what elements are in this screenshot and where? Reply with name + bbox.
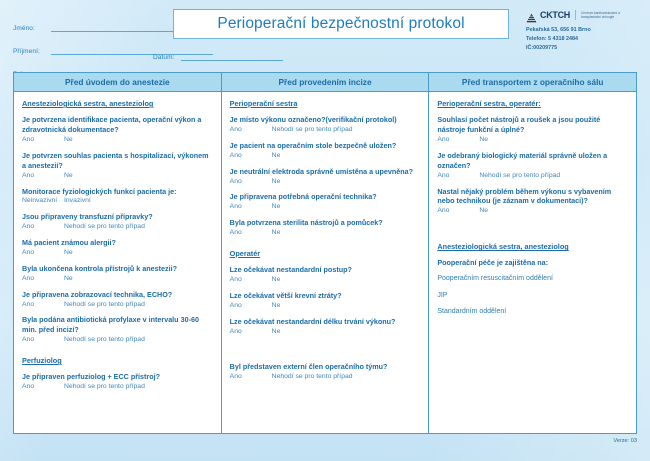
- section-heading: Anesteziologická sestra, anesteziolog: [437, 242, 569, 252]
- checklist-question: Jsou připraveny transfuzní přípravky?: [22, 212, 153, 222]
- answer-option-secondary[interactable]: Nehodí se pro tento případ: [64, 223, 145, 231]
- checklist-answer-options: [437, 172, 628, 181]
- answer-option-secondary[interactable]: Ne: [271, 327, 281, 335]
- answer-option-secondary[interactable]: Ne: [64, 274, 73, 282]
- checklist-item: [22, 372, 213, 392]
- field-prijmeni-label: Příjmení:: [13, 48, 40, 55]
- checklist-item: [230, 265, 421, 285]
- checklist-answer-options: [22, 275, 213, 284]
- column-header-label: Před transportem z operačního sálu: [461, 77, 604, 87]
- brand-address: Pekařská 53, 656 91 Brno: [526, 27, 591, 33]
- answer-option-primary[interactable]: Ano: [229, 275, 242, 283]
- column-header-2: [222, 73, 429, 92]
- checklist-option-line[interactable]: Pooperačním resuscitačním oddělení: [437, 275, 553, 283]
- checklist-answer-options: [230, 178, 421, 187]
- brand-ico: IČ:00209775: [526, 44, 558, 51]
- checklist-question: Je potvrzen souhlas pacienta s hospitalizací, výkonem a anestezií?: [22, 150, 209, 170]
- checklist-item: [230, 218, 421, 238]
- checklist-item: [22, 212, 213, 232]
- section-heading: Anesteziologická sestra, anesteziolog: [22, 99, 154, 108]
- checklist-question: Monitorace fyziologických funkcí pacienta je:: [22, 186, 177, 196]
- checklist-question: Je potvrzena identifikace pacienta, operační výkon a zdravotnická dokumentace?: [22, 115, 202, 135]
- answer-option-secondary[interactable]: Ne: [64, 135, 73, 143]
- brand-contact: [526, 26, 644, 53]
- checklist-item: [437, 151, 628, 181]
- answer-option-primary[interactable]: Ano: [229, 327, 242, 335]
- brand-logo-row: [526, 10, 644, 20]
- answer-option-primary[interactable]: Ano: [229, 126, 242, 134]
- checklist-table: [13, 72, 637, 434]
- answer-option-primary[interactable]: Ano: [229, 229, 242, 237]
- checklist-question: Byla podána antibiotická profylaxe v intervalu 30-60 min. před incizí?: [22, 315, 199, 335]
- checklist-item: [230, 291, 421, 311]
- checklist-question: Lze očekávat nestandardní postup?: [229, 265, 352, 275]
- answer-option-primary[interactable]: Ano: [22, 274, 35, 282]
- answer-option-secondary[interactable]: Nehodí se pro tento případ: [64, 336, 145, 344]
- cktch-logo-icon: [526, 10, 537, 20]
- brand-name: CKTCH: [540, 10, 570, 20]
- answer-option-primary[interactable]: Ano: [22, 336, 35, 344]
- section-heading: Perfuziolog: [22, 356, 62, 366]
- checklist-answer-options: [437, 136, 628, 145]
- answer-option-primary[interactable]: Ano: [22, 171, 35, 179]
- brand-divider: [575, 10, 576, 20]
- answer-option-secondary[interactable]: Nehodí se pro tento případ: [479, 171, 561, 179]
- checklist-question: Je připraven perfuziolog + ECC přístroj?: [22, 372, 160, 382]
- answer-option-primary[interactable]: Ano: [437, 171, 450, 179]
- checklist-column-3: [429, 73, 636, 433]
- answer-option-primary[interactable]: Ano: [229, 203, 242, 211]
- checklist-answer-options: [230, 373, 421, 382]
- checklist-item: [230, 192, 421, 212]
- column-header-label: Před úvodem do anestezie: [65, 77, 170, 87]
- answer-option-secondary[interactable]: Nehodí se pro tento případ: [64, 383, 145, 391]
- checklist-answer-options: [230, 203, 421, 212]
- checklist-item: [230, 167, 421, 187]
- answer-option-primary[interactable]: Ano: [22, 248, 35, 256]
- answer-option-primary[interactable]: Ano: [437, 135, 450, 143]
- checklist-answer-options: [230, 302, 421, 311]
- column-body-1: [14, 92, 221, 398]
- checklist-answer-options: [22, 223, 213, 232]
- checklist-question: Souhlasí počet nástrojů a roušek a jsou použité nástroje funkční a úplné?: [437, 115, 601, 135]
- answer-option-secondary[interactable]: Ne: [64, 248, 73, 256]
- answer-option-primary[interactable]: Ano: [229, 151, 242, 159]
- answer-option-primary[interactable]: Ano: [229, 373, 242, 381]
- answer-option-primary[interactable]: Ano: [229, 301, 242, 309]
- form-sheet: [5, 4, 645, 456]
- brand-block: [526, 10, 644, 53]
- field-jmeno-label: Jméno:: [13, 25, 35, 32]
- answer-option-primary[interactable]: Ano: [229, 177, 242, 185]
- checklist-question: Lze očekávat větší krevní ztráty?: [229, 290, 342, 300]
- checklist-answer-options: [230, 152, 421, 161]
- form-header: [5, 4, 645, 66]
- checklist-answer-options: [22, 336, 213, 345]
- answer-option-secondary[interactable]: Invazivní: [64, 197, 91, 205]
- form-title-box: [173, 9, 509, 39]
- checklist-question: Je připravena potřebná operační technika?: [229, 192, 377, 202]
- checklist-answer-options: [22, 136, 213, 145]
- checklist-answer-options: [437, 207, 628, 216]
- checklist-question: Byl představen externí člen operačního týmu?: [229, 362, 388, 372]
- checklist-item: [22, 115, 213, 145]
- checklist-question: Lze očekávat nestandardní délku trvání výkonu?: [229, 316, 396, 326]
- checklist-question: Je neutrální elektroda správně umístěna a upevněna?: [229, 166, 414, 176]
- column-header-3: [429, 73, 636, 92]
- brand-subtitle: Centrum kardiovaskulární a transplantační chirurgie: [581, 10, 620, 19]
- checklist-answer-options: [22, 301, 213, 310]
- checklist-answer-options: [230, 126, 421, 135]
- checklist-item: [230, 141, 421, 161]
- column-header-label: Před provedením incize: [278, 77, 372, 87]
- checklist-item: [437, 115, 628, 145]
- answer-option-secondary[interactable]: Ne: [479, 135, 489, 143]
- answer-option-secondary[interactable]: Ne: [271, 177, 281, 185]
- checklist-question: Je připravena zobrazovací technika, ECHO?: [22, 289, 173, 299]
- checklist-question: Byla ukončena kontrola přístrojů k anestezii?: [22, 263, 177, 273]
- checklist-option-line[interactable]: JIP: [437, 291, 448, 299]
- checklist-question: Je pacient na operačním stole bezpečně uložen?: [229, 140, 397, 150]
- answer-option-primary[interactable]: Ano: [22, 223, 35, 231]
- checklist-question: Je místo výkonu označeno?(verifikační protokol): [229, 115, 397, 125]
- answer-option-secondary[interactable]: Ne: [479, 207, 489, 215]
- answer-option-secondary[interactable]: Nehodí se pro tento případ: [271, 126, 353, 134]
- field-datum-input-line[interactable]: [181, 51, 283, 61]
- column-header-1: [14, 73, 221, 92]
- checklist-question: Je odebraný biologický materiál správně uložen a označen?: [437, 150, 608, 170]
- answer-option-secondary[interactable]: Ne: [271, 275, 281, 283]
- checklist-answer-options: [230, 328, 421, 337]
- answer-option-secondary[interactable]: Nehodí se pro tento případ: [271, 373, 353, 381]
- section-heading: Operatér: [229, 248, 261, 258]
- checklist-item: [437, 187, 628, 217]
- checklist-item: [230, 115, 421, 135]
- form-version: Verze: 03: [613, 438, 637, 444]
- column-body-3: [429, 92, 636, 324]
- checklist-option-line[interactable]: Standardním oddělení: [437, 308, 507, 316]
- checklist-answer-options: [22, 197, 213, 206]
- column-body-2: [222, 92, 429, 388]
- answer-option-secondary[interactable]: Ne: [271, 229, 281, 237]
- answer-option-secondary[interactable]: Ne: [271, 301, 281, 309]
- checklist-item: [437, 258, 628, 268]
- field-datum-label: Datum:: [153, 54, 175, 61]
- answer-option-primary[interactable]: Ano: [22, 135, 35, 143]
- checklist-answer-options: [22, 172, 213, 181]
- answer-option-primary[interactable]: Neinvazivní: [22, 197, 58, 205]
- answer-option-primary[interactable]: Ano: [437, 207, 450, 215]
- checklist-item: [22, 290, 213, 310]
- brand-phone: Telefon: 5 4318 2484: [526, 35, 579, 42]
- checklist-item: [22, 238, 213, 258]
- answer-option-primary[interactable]: Ano: [22, 300, 35, 308]
- checklist-item: [22, 315, 213, 345]
- answer-option-secondary[interactable]: Ne: [64, 171, 73, 179]
- checklist-answer-options: [230, 229, 421, 238]
- field-datum[interactable]: [153, 51, 283, 61]
- answer-option-secondary[interactable]: Ne: [271, 151, 281, 159]
- checklist-question: Nastal nějaký problém během výkonu s vybavením nebo technikou (je záznam v dokumentaci)?: [437, 186, 612, 206]
- checklist-item: [22, 151, 213, 181]
- checklist-question: Pooperační péče je zajištěna na:: [437, 258, 548, 268]
- checklist-column-1: [14, 73, 222, 433]
- checklist-answer-options: [230, 276, 421, 285]
- checklist-item: [230, 317, 421, 337]
- checklist-item: [22, 264, 213, 284]
- checklist-item: [22, 187, 213, 207]
- checklist-answer-options: [22, 249, 213, 258]
- answer-option-primary[interactable]: Ano: [22, 383, 35, 391]
- answer-option-secondary[interactable]: Nehodí se pro tento případ: [64, 300, 145, 308]
- section-heading: Perioperační sestra: [229, 99, 298, 108]
- section-heading: Perioperační sestra, operatér:: [437, 99, 541, 108]
- checklist-question: Má pacient známou alergii?: [22, 238, 116, 248]
- checklist-answer-options: [22, 383, 213, 392]
- checklist-column-2: [222, 73, 430, 433]
- answer-option-secondary[interactable]: Ne: [271, 203, 281, 211]
- page-title: Perioperační bezpečnostní protokol: [217, 15, 465, 32]
- checklist-question: Byla potvrzena sterilita nástrojů a pomůcek?: [229, 218, 383, 228]
- checklist-item: [230, 362, 421, 382]
